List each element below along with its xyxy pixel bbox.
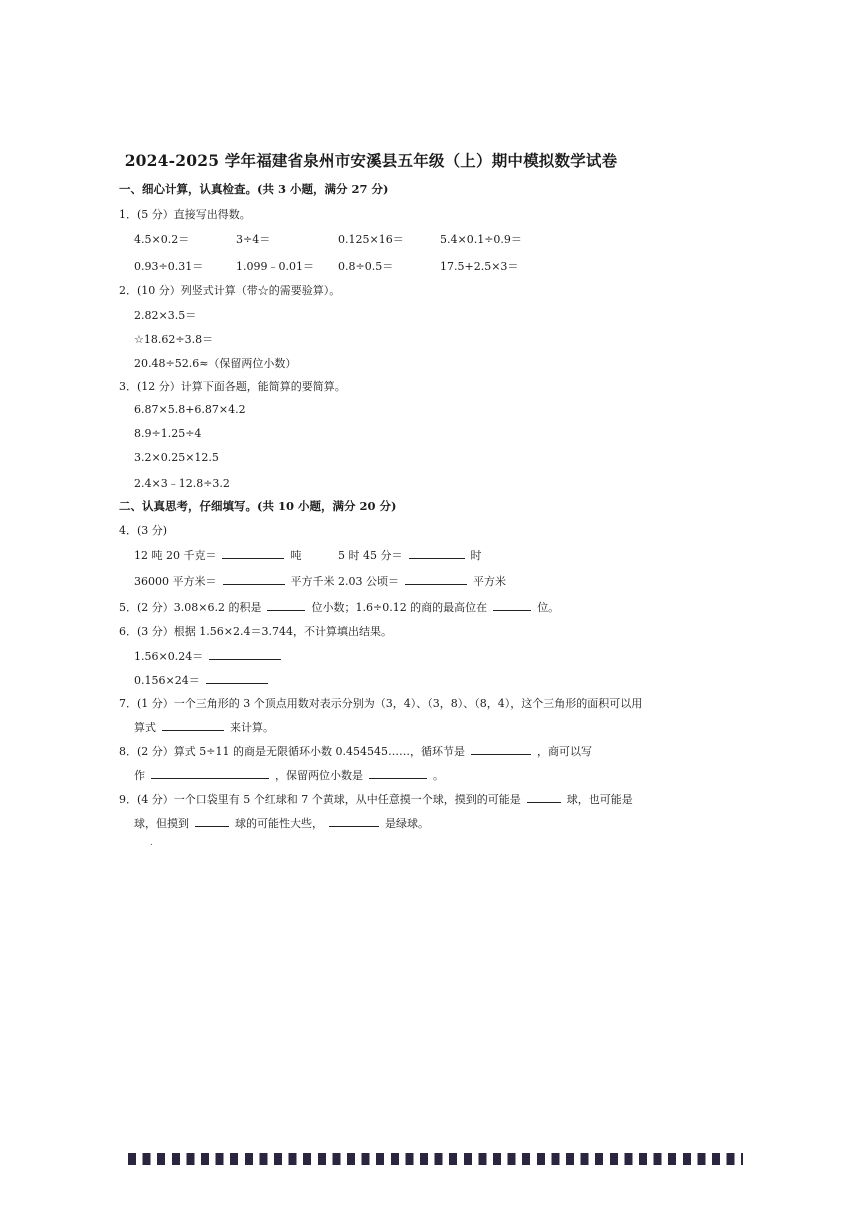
q5: [119, 599, 559, 615]
q9-line1: [119, 791, 633, 807]
q3-item: 6.87×5.8+6.87×4.2: [134, 403, 246, 416]
answer-blank[interactable]: [195, 816, 229, 827]
q9-line2: [134, 815, 429, 831]
q4-b1: 36000 平方米＝: [134, 575, 217, 588]
q7-line1: 7．(1 分）一个三角形的 3 个顶点用数对表示分别为（3，4）、（3，8）、（8，4），这个三角形的面积可以用: [119, 697, 643, 710]
q1-item: 1.099﹣0.01＝: [236, 260, 314, 273]
page-title: 2024-2025 学年福建省泉州市安溪县五年级（上）期中模拟数学试卷: [124, 151, 618, 170]
q1-item: 17.5+2.5×3＝: [440, 260, 519, 273]
q2-stem: 2．(10 分）列竖式计算（带☆的需要验算）。: [119, 284, 341, 297]
q4-blank-row: [338, 573, 506, 589]
answer-blank[interactable]: [151, 768, 269, 779]
q4-stem: 4．(3 分): [119, 524, 168, 537]
section-1-heading: 一、细心计算，认真检查。(共 3 小题，满分 27 分): [119, 182, 389, 196]
q1-item: 4.5×0.2＝: [134, 233, 190, 246]
answer-blank[interactable]: [267, 600, 305, 611]
answer-blank[interactable]: [493, 600, 531, 611]
q4-a1: 12 吨 20 千克＝: [134, 549, 217, 562]
answer-blank[interactable]: [405, 574, 467, 585]
q3-item: 8.9÷1.25÷4: [134, 427, 202, 440]
q4-a1-unit: 吨: [290, 549, 302, 562]
q5-part: 位小数；1.6÷0.12 的商的最高位在: [311, 601, 488, 614]
q1-stem: 1．(5 分）直接写出得数。: [119, 208, 251, 221]
q2-item: 20.48÷52.6≈（保留两位小数）: [134, 357, 297, 370]
q7-text: 来计算。: [230, 721, 274, 734]
answer-blank[interactable]: [162, 720, 224, 731]
section-2-heading: 二、认真思考，仔细填写。(共 10 小题，满分 20 分): [119, 499, 397, 513]
q6-stem: 6．(3 分）根据 1.56×2.4＝3.744，不计算填出结果。: [119, 625, 392, 638]
q4-blank-row: [134, 573, 335, 589]
q2-item: 2.82×3.5＝: [134, 309, 197, 322]
q6-item-text: 0.156×24＝: [134, 674, 200, 687]
q9-text: 是绿球。: [385, 817, 429, 830]
footer-decorative-dots: [128, 1153, 743, 1165]
q1-item: 5.4×0.1÷0.9＝: [440, 233, 522, 246]
q1-item: 3÷4＝: [236, 233, 271, 246]
q6-item-text: 1.56×0.24＝: [134, 650, 204, 663]
answer-blank[interactable]: [369, 768, 427, 779]
answer-blank[interactable]: [223, 574, 285, 585]
q8-text: 作: [134, 769, 145, 782]
q5-part: 位。: [537, 601, 560, 614]
q5-part: 5．(2 分）3.08×6.2 的积是: [119, 601, 262, 614]
q9-text: 球的可能性大些，: [235, 817, 323, 830]
q2-item: ☆18.62÷3.8＝: [134, 333, 214, 346]
q8-line1: [119, 743, 592, 759]
q8-line2: [134, 767, 444, 783]
q8-text: 。: [433, 769, 444, 782]
q9-text: 9．(4 分）一个口袋里有 5 个红球和 7 个黄球，从中任意摸一个球，摸到的可能是: [119, 793, 521, 806]
q6-item: [134, 672, 274, 688]
q4-blank-row: [134, 547, 301, 563]
answer-blank[interactable]: [206, 673, 268, 684]
q8-text: ，保留两位小数是: [275, 769, 363, 782]
answer-blank[interactable]: [471, 744, 531, 755]
q4-blank-row: [338, 547, 482, 563]
answer-blank[interactable]: [527, 792, 561, 803]
q4-b2: 2.03 公顷＝: [338, 575, 399, 588]
q8-text: 8．(2 分）算式 5÷11 的商是无限循环小数 0.454545……，循环节是: [119, 745, 465, 758]
stray-dot: .: [150, 838, 153, 848]
q8-text: ，商可以写: [536, 745, 592, 758]
q1-item: 0.125×16＝: [338, 233, 404, 246]
q3-item: 2.4×3﹣12.8÷3.2: [134, 477, 230, 490]
q7-line2: [134, 719, 274, 735]
q6-item: [134, 648, 287, 664]
q7-text: 算式: [134, 721, 156, 734]
q3-stem: 3．(12 分）计算下面各题，能简算的要简算。: [119, 380, 346, 393]
answer-blank[interactable]: [409, 548, 465, 559]
q3-item: 3.2×0.25×12.5: [134, 451, 219, 464]
q9-text: 球，也可能是: [566, 793, 633, 806]
answer-blank[interactable]: [329, 816, 379, 827]
q1-item: 0.8÷0.5＝: [338, 260, 394, 273]
q4-a2-unit: 时: [470, 549, 482, 562]
q1-item: 0.93÷0.31＝: [134, 260, 204, 273]
q4-b1-unit: 平方千米: [290, 575, 335, 588]
q9-text: 球，但摸到: [134, 817, 189, 830]
q4-a2: 5 时 45 分＝: [338, 549, 403, 562]
answer-blank[interactable]: [209, 649, 281, 660]
answer-blank[interactable]: [222, 548, 284, 559]
q4-b2-unit: 平方米: [473, 575, 506, 588]
